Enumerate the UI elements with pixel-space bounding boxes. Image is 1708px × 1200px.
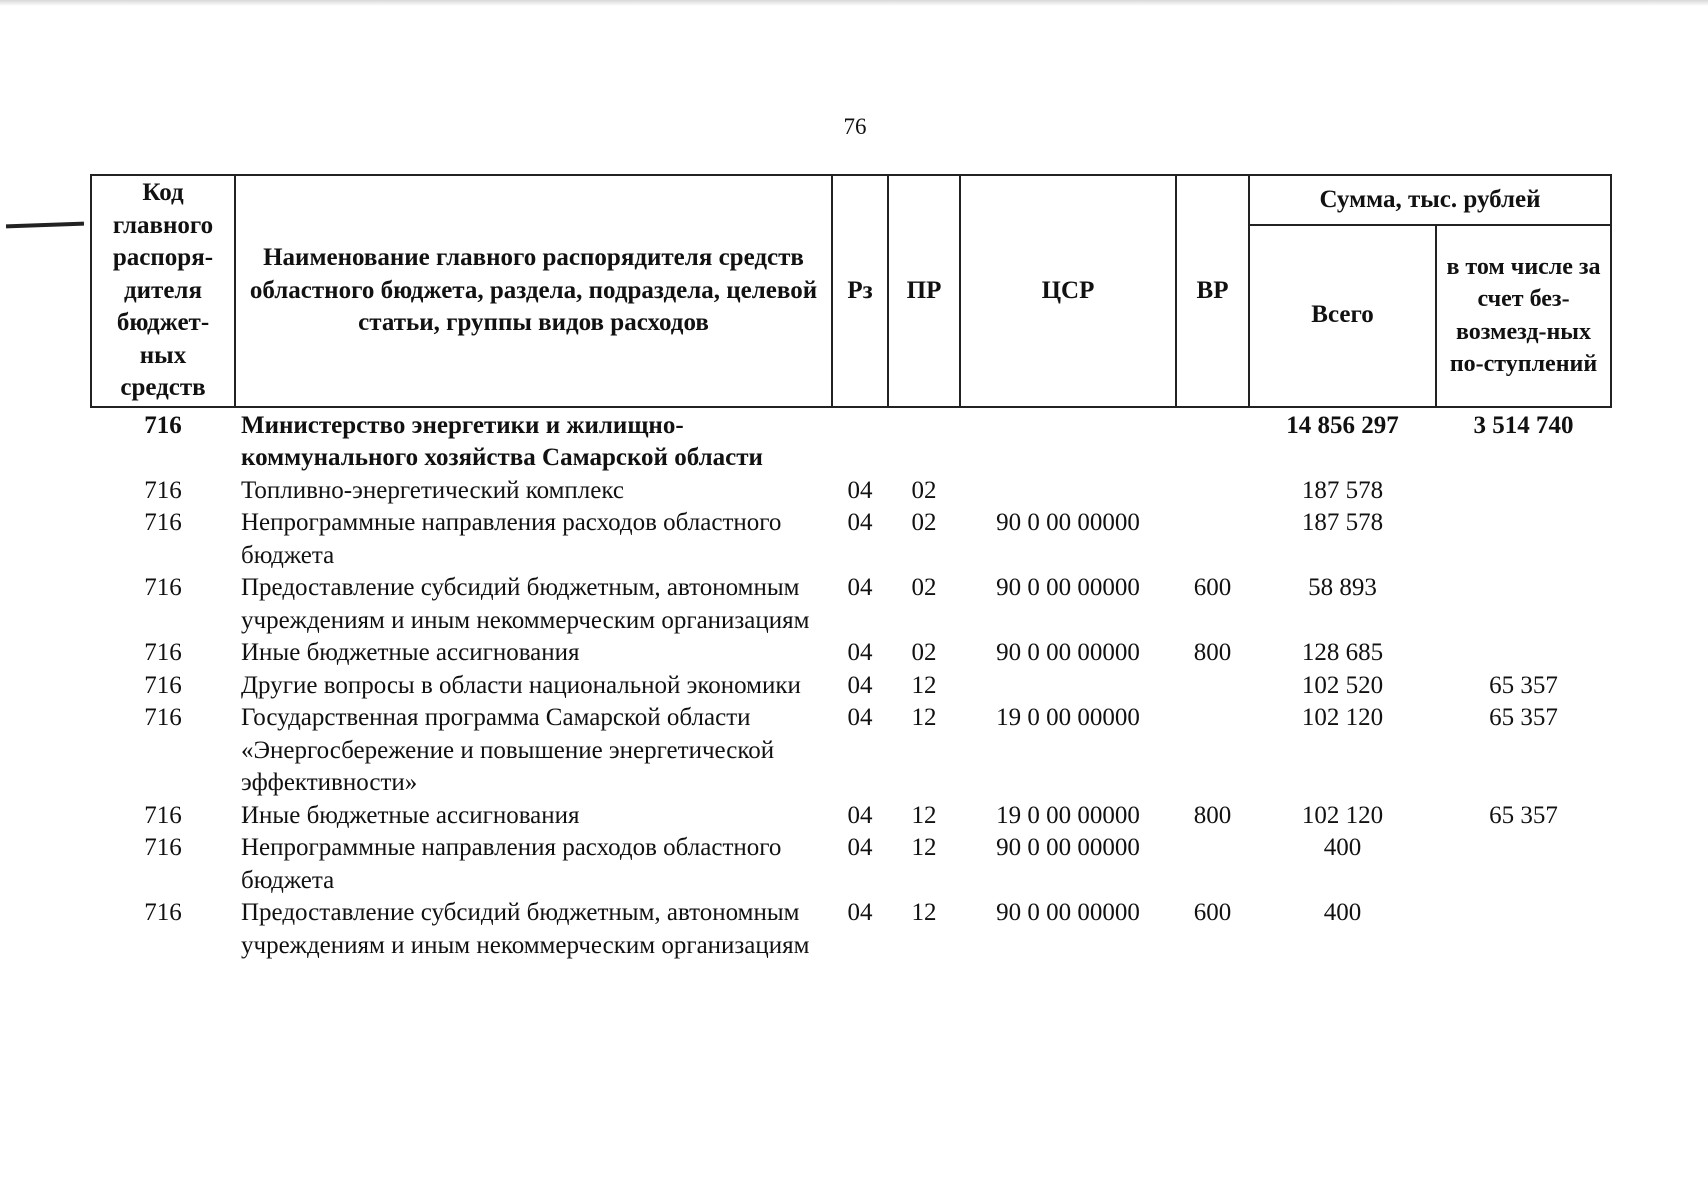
cell-code: 716 [144, 639, 182, 666]
table-row [91, 637, 1611, 670]
header-rz: Рз [832, 175, 888, 407]
cell-rz: 04 [847, 574, 873, 601]
header-code: Код главного распоря-дителя бюджет-ных средств [91, 175, 235, 407]
cell-rz: 04 [847, 639, 873, 666]
cell-rz: 04 [847, 899, 873, 926]
table-row [91, 475, 1611, 508]
cell-total: 400 [1323, 834, 1362, 861]
cell-incl [1436, 475, 1611, 508]
cell-rz [832, 407, 888, 475]
header-pr: ПР [888, 175, 960, 407]
cell-csr: 19 0 00 00000 [996, 801, 1140, 829]
table-row [91, 670, 1611, 703]
cell-csr: 90 0 00 00000 [996, 639, 1140, 666]
cell-vr [1176, 475, 1249, 508]
cell-total: 58 893 [1308, 574, 1377, 601]
cell-csr [960, 475, 1176, 508]
header-name: Наименование главного распорядителя средств областного бюджета, раздела, подраздела, целевой статьи, группы видов расходов [235, 175, 832, 407]
cell-csr: 90 0 00 00000 [996, 509, 1140, 536]
cell-csr: 19 0 00 00000 [996, 704, 1140, 731]
cell-name: Предоставление субсидий бюджетным, автономным учреждениям и иным некоммерческим организациям [241, 899, 810, 959]
cell-total: 14 856 297 [1286, 411, 1399, 439]
cell-pr [888, 407, 960, 475]
cell-rz: 04 [847, 704, 873, 731]
cell-incl [1436, 897, 1611, 962]
cell-vr [1176, 670, 1249, 703]
cell-name: Иные бюджетные ассигнования [241, 801, 580, 829]
cell-incl: 65 357 [1489, 704, 1558, 731]
cell-code: 716 [144, 574, 182, 601]
cell-total: 102 120 [1301, 704, 1384, 731]
cell-code: 716 [144, 476, 182, 504]
cell-pr: 12 [911, 834, 937, 861]
cell-rz: 04 [847, 509, 873, 536]
cell-vr [1176, 507, 1249, 572]
scan-mark [6, 222, 84, 229]
cell-rz: 04 [847, 476, 873, 504]
cell-rz: 04 [847, 834, 873, 861]
cell-name: Топливно-энергетический комплекс [241, 476, 624, 504]
table-row [91, 572, 1611, 637]
budget-table [90, 174, 1612, 962]
cell-csr: 90 0 00 00000 [996, 574, 1140, 601]
cell-pr: 12 [911, 899, 937, 926]
cell-name: Государственная программа Самарской области «Энергосбережение и повышение энергетической эффективности» [241, 704, 775, 796]
header-incl: в том числе за счет без-возмезд-ных по-ступлений [1436, 225, 1611, 407]
cell-rz: 04 [847, 671, 873, 699]
cell-incl: 65 357 [1489, 671, 1558, 699]
cell-pr: 12 [911, 704, 937, 731]
cell-name: Иные бюджетные ассигнования [241, 639, 580, 666]
cell-code: 716 [144, 411, 182, 439]
cell-vr: 600 [1193, 899, 1232, 926]
header-sum: Сумма, тыс. рублей [1249, 175, 1611, 225]
cell-code: 716 [144, 834, 182, 861]
table-row [91, 702, 1611, 800]
cell-pr: 02 [911, 476, 937, 504]
cell-csr [960, 407, 1176, 475]
table-row [91, 407, 1611, 475]
cell-vr: 800 [1193, 801, 1232, 829]
cell-code: 716 [144, 671, 182, 699]
cell-code: 716 [144, 801, 182, 829]
cell-code: 716 [144, 899, 182, 926]
cell-name: Министерство энергетики и жилищно-коммунального хозяйства Самарской области [241, 411, 763, 471]
cell-rz: 04 [847, 801, 873, 829]
cell-name: Непрограммные направления расходов областного бюджета [241, 509, 782, 569]
table-row [91, 832, 1611, 897]
cell-pr: 02 [911, 509, 937, 536]
cell-pr: 02 [911, 639, 937, 666]
cell-incl [1436, 507, 1611, 572]
cell-incl [1436, 637, 1611, 670]
cell-total: 128 685 [1301, 639, 1384, 666]
cell-name: Непрограммные направления расходов областного бюджета [241, 834, 782, 894]
cell-incl: 3 514 740 [1473, 411, 1574, 439]
cell-vr: 600 [1193, 574, 1232, 601]
cell-incl: 65 357 [1489, 801, 1558, 829]
cell-incl [1436, 832, 1611, 897]
table-row [91, 897, 1611, 962]
cell-vr [1176, 832, 1249, 897]
header-total: Всего [1249, 225, 1436, 407]
cell-pr: 12 [911, 801, 937, 829]
cell-pr: 02 [911, 574, 937, 601]
table-row [91, 800, 1611, 833]
scan-edge [0, 0, 1708, 6]
cell-total: 102 520 [1301, 671, 1384, 699]
cell-name: Другие вопросы в области национальной экономики [241, 671, 801, 699]
cell-vr [1176, 407, 1249, 475]
cell-total: 187 578 [1301, 476, 1384, 504]
cell-total: 102 120 [1301, 801, 1384, 829]
table-row [91, 507, 1611, 572]
cell-incl [1436, 572, 1611, 637]
cell-csr [960, 670, 1176, 703]
header-vr: ВР [1176, 175, 1249, 407]
cell-code: 716 [144, 704, 182, 731]
cell-vr [1176, 702, 1249, 800]
cell-vr: 800 [1193, 639, 1232, 666]
cell-total: 187 578 [1301, 509, 1384, 536]
cell-pr: 12 [911, 671, 937, 699]
cell-csr: 90 0 00 00000 [996, 899, 1140, 926]
cell-csr: 90 0 00 00000 [996, 834, 1140, 861]
cell-code: 716 [144, 509, 182, 536]
page-number: 76 [843, 114, 867, 139]
cell-name: Предоставление субсидий бюджетным, автономным учреждениям и иным некоммерческим организациям [241, 574, 810, 634]
header-csr: ЦСР [960, 175, 1176, 407]
cell-total: 400 [1323, 899, 1362, 926]
